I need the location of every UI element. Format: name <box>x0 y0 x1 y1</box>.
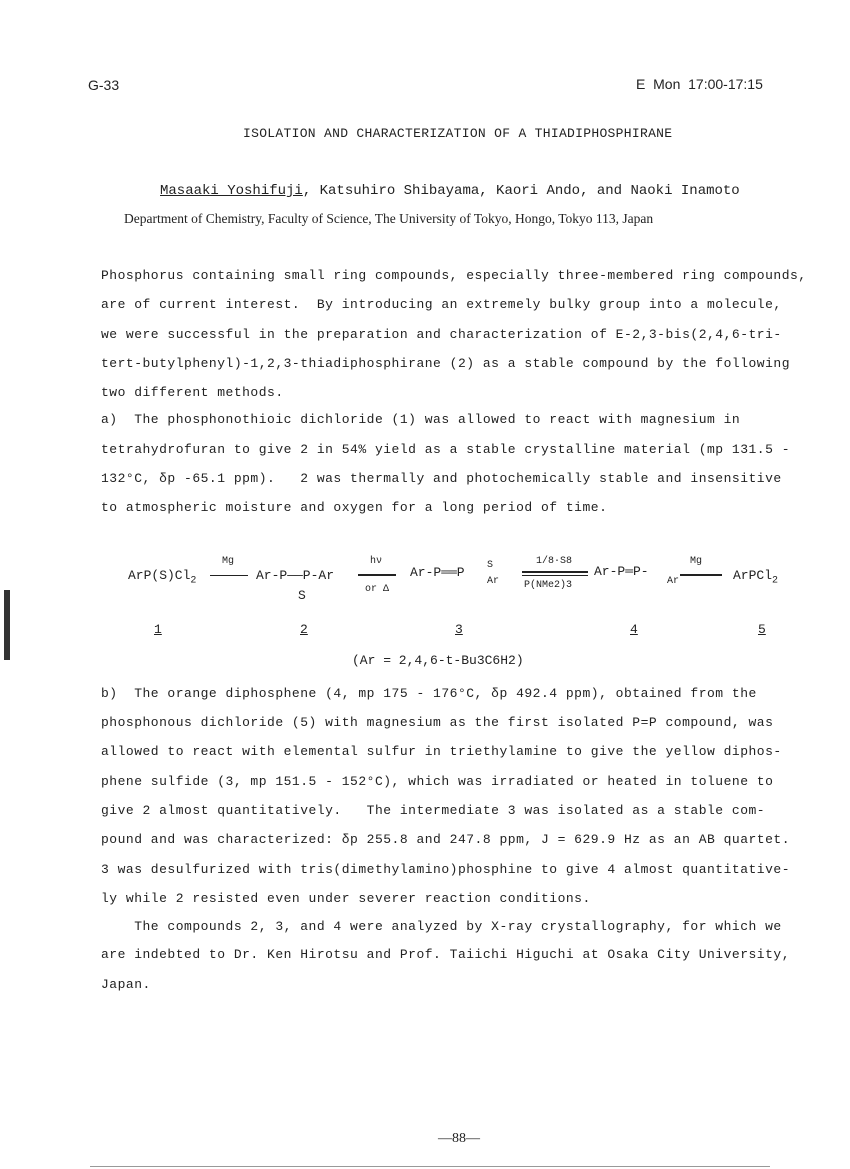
abstract-code: G-33 <box>88 77 120 93</box>
aryl-definition: (Ar = 2,4,6-t-Bu3C6H2) <box>352 653 524 668</box>
text-line: 132°C, δp -65.1 ppm). 2 was thermally and photochemically stable and insensitive <box>101 471 782 486</box>
arrow-left <box>680 574 722 576</box>
page-number: —88— <box>438 1131 480 1146</box>
compound-1-formula: $ArP(S)Cl_2$ <box>128 568 197 587</box>
text-line: to atmospheric moisture and oxygen for a long period of time. <box>101 500 608 515</box>
equilibrium-arrow-top <box>522 571 588 573</box>
text-line: allowed to react with elemental sulfur in triethylamine to give the yellow diphos- <box>101 744 782 759</box>
compound-3-formula: Ar-P══P <box>410 565 465 580</box>
reagent-heat: or Δ <box>365 584 390 595</box>
compound-3-aryl: Ar <box>487 576 500 587</box>
text-line: b) The orange diphosphene (4, mp 175 - 176°C, δp 492.4 ppm), obtained from the <box>101 686 757 701</box>
compound-label-5: 5 <box>758 622 766 637</box>
compound-2-formula: Ar-P——P-Ar <box>256 568 335 583</box>
text-line: Phosphorus containing small ring compounds, especially three-membered ring compounds, <box>101 268 807 283</box>
text-line: are of current interest. By introducing an extremely bulky group into a molecule, <box>101 297 782 312</box>
co-authors: , Katsuhiro Shibayama, Kaori Ando, and Naoki Inamoto <box>302 183 740 199</box>
reagent-mg-1: Mg <box>222 556 235 567</box>
compound-label-4: 4 <box>630 622 638 637</box>
compound-2-sulfur: S <box>298 588 306 603</box>
text-line: a) The phosphonothioic dichloride (1) was allowed to react with magnesium in <box>101 412 741 427</box>
arrow-left <box>358 574 396 576</box>
text-line: tert-butylphenyl)-1,2,3-thiadiphosphirane (2) as a stable compound by the following <box>101 356 791 371</box>
scan-artifact <box>4 590 10 660</box>
page-title: ISOLATION AND CHARACTERIZATION OF A THIADIPHOSPHIRANE <box>243 126 673 141</box>
reagent-hv: hν <box>370 556 383 567</box>
text-line: The compounds 2, 3, and 4 were analyzed by X-ray crystallography, for which we <box>101 919 782 934</box>
compound-5-formula: ArPCl$_2$ <box>733 568 779 587</box>
text-line: we were successful in the preparation and characterization of E-2,3-bis(2,4,6-tri- <box>101 327 782 342</box>
compound-label-2: 2 <box>300 622 308 637</box>
text-line: phosphonous dichloride (5) with magnesium as the first isolated P=P compound, was <box>101 715 774 730</box>
compound-label-3: 3 <box>455 622 463 637</box>
compound-label-1: 1 <box>154 622 162 637</box>
text-line: two different methods. <box>101 385 284 400</box>
bottom-rule <box>90 1166 770 1167</box>
text-line: tetrahydrofuran to give 2 in 54% yield as a stable crystalline material (mp 131.5 - <box>101 442 791 457</box>
affiliation: Department of Chemistry, Faculty of Science, The University of Tokyo, Hongo, Tokyo 113, Japan <box>124 211 654 226</box>
equilibrium-arrow-bottom <box>522 575 588 576</box>
text-line: are indebted to Dr. Ken Hirotsu and Prof. Taiichi Higuchi at Osaka City University, <box>101 947 791 962</box>
reagent-sulfur: 1/8·S8 <box>536 556 573 567</box>
reagent-phosphine: P(NMe2)3 <box>524 580 573 591</box>
text-line: Japan. <box>101 977 151 992</box>
compound-4-aryl: Ar <box>667 576 680 587</box>
session-time: E Mon 17:00-17:15 <box>636 76 763 92</box>
text-line: pound and was characterized: δp 255.8 and 247.8 ppm, J = 629.9 Hz as an AB quartet. <box>101 832 791 847</box>
compound-3-sulfur: S <box>487 560 494 571</box>
text-line: 3 was desulfurized with tris(dimethylamino)phosphine to give 4 almost quantitative- <box>101 862 791 877</box>
arrow-right <box>210 575 248 576</box>
text-line: give 2 almost quantitatively. The intermediate 3 was isolated as a stable com- <box>101 803 766 818</box>
text-line: ly while 2 resisted even under severer reaction conditions. <box>101 891 591 906</box>
presenting-author: Masaaki Yoshifuji <box>160 183 303 199</box>
compound-4-formula: Ar-P═P- <box>594 564 649 579</box>
authors <box>160 183 740 199</box>
reagent-mg-2: Mg <box>690 556 703 567</box>
text-line: phene sulfide (3, mp 151.5 - 152°C), which was irradiated or heated in toluene to <box>101 774 774 789</box>
